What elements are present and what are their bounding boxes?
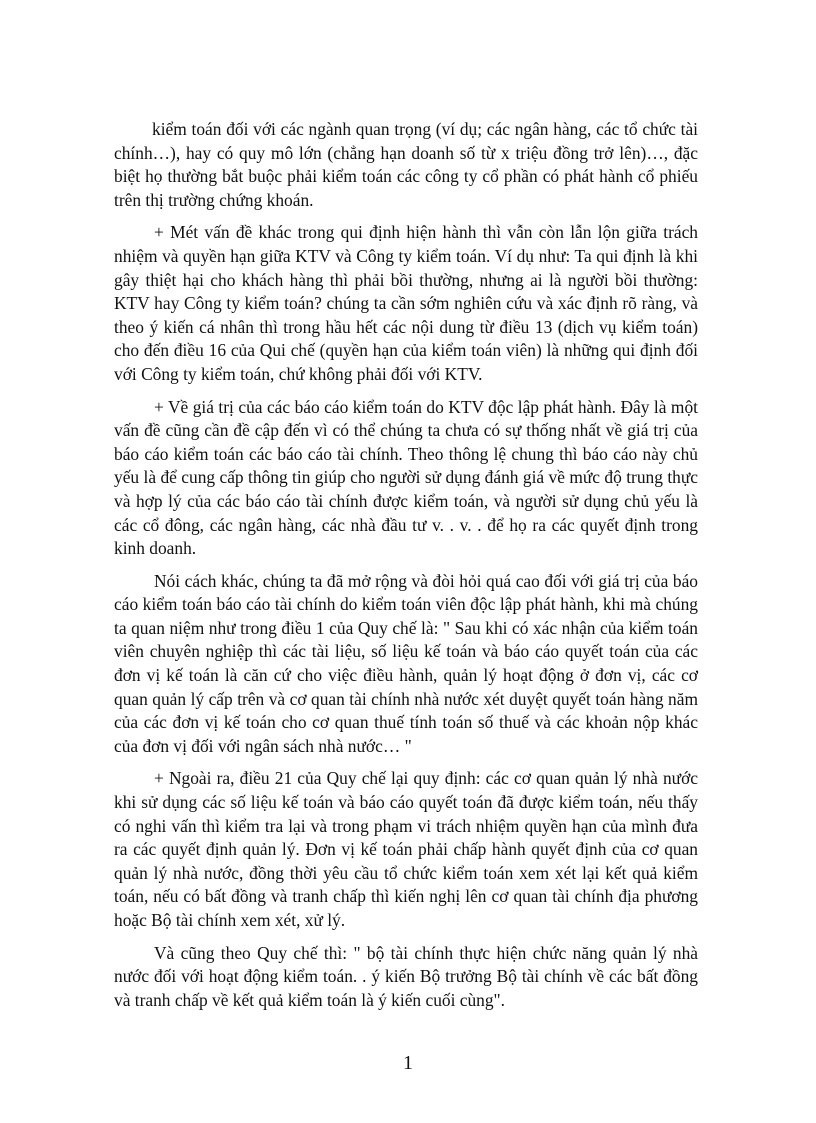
paragraph-4: Nói cách khác, chúng ta đã mở rộng và đòi hỏi quá cao đối với giá trị của báo cáo kiểm toán báo cáo tài chính do kiểm toán viên độc lập phát hành, khi mà chúng ta quan niệm như trong điều 1 của Quy chế là: " Sau khi có xác nhận của kiểm toán viên chuyên nghiệp thì các tài liệu, số liệu kế toán và báo cáo quyết toán của các đơn vị kế toán là căn cứ cho việc điều hành, quản lý hoạt động ở đơn vị, các cơ quan quản lý cấp trên và cơ quan tài chính nhà nước xét duyệt quyết toán hàng năm của các đơn vị kế toán cho cơ quan thuế tính toán số thuế và các khoản nộp khác của đơn vị đối với ngân sách nhà nước… " <box>114 570 698 756</box>
paragraph-3: + Về giá trị của các báo cáo kiểm toán do KTV độc lập phát hành. Đây là một vấn đề cũng cần đề cập đến vì có thể chúng ta chưa có sự thống nhất về giá trị của báo cáo kiểm toán các báo cáo tài chính. Theo thông lệ chung thì báo cáo này chủ yếu là để cung cấp thông tin giúp cho người sử dụng đánh giá về mức độ trung thực và hợp lý của các báo cáo tài chính được kiểm toán, và người sử dụng chủ yếu là các cổ đông, các ngân hàng, các nhà đầu tư v. . v. . để họ ra các quyết định trong kinh doanh. <box>114 396 698 559</box>
page-number: 1 <box>403 1052 413 1074</box>
paragraph-1: kiểm toán đối với các ngành quan trọng (ví dụ; các ngân hàng, các tổ chức tài chính…), hay có quy mô lớn (chẳng hạn doanh số từ x triệu đồng trở lên)…, đặc biệt họ thường bắt buộc phải kiểm toán các công ty cổ phần có phát hành cổ phiếu trên thị trường chứng khoán. <box>114 119 698 210</box>
paragraph-5: + Ngoài ra, điều 21 của Quy chế lại quy định: các cơ quan quản lý nhà nước khi sử dụng các số liệu kế toán và báo cáo quyết toán đã được kiểm toán, nếu thấy có nghi vấn thì kiểm tra lại và trong phạm vi trách nhiệm quyền hạn của mình đưa ra các quyết định quản lý. Đơn vị kế toán phải chấp hành quyết định của cơ quan quản lý nhà nước, đồng thời yêu cầu tổ chức kiểm toán xem xét lại kết quả kiểm toán, nếu có bất đồng và tranh chấp thì kiến nghị lên cơ quan tài chính địa phương hoặc Bộ tài chính xem xét, xử lý. <box>114 768 698 930</box>
paragraph-6: Và cũng theo Quy chế thì: " bộ tài chính thực hiện chức năng quản lý nhà nước đối với hoạt động kiểm toán. . ý kiến Bộ trưởng Bộ tài chính về các bất đồng và tranh chấp về kết quả kiểm toán là ý kiến cuối cùng". <box>114 942 698 1010</box>
paragraph-2: + Mét vấn đề khác trong qui định hiện hành thì vẫn còn lẫn lộn giữa trách nhiệm và quyền hạn giữa KTV và Công ty kiểm toán. Ví dụ như: Ta qui định là khi gây thiệt hại cho khách hàng thì phải bồi thường, nhưng ai là người bồi thường: KTV hay Công ty kiểm toán? chúng ta cần sớm nghiên cứu và xác định rõ ràng, và theo ý kiến cá nhân thì trong hầu hết các nội dung từ điều 13 (dịch vụ kiểm toán) cho đến điều 16 của Qui chế (quyền hạn của kiểm toán viên) là những qui định đối với Công ty kiểm toán, chứ không phải đối với KTV. <box>114 222 698 384</box>
document-body <box>114 118 698 1021</box>
